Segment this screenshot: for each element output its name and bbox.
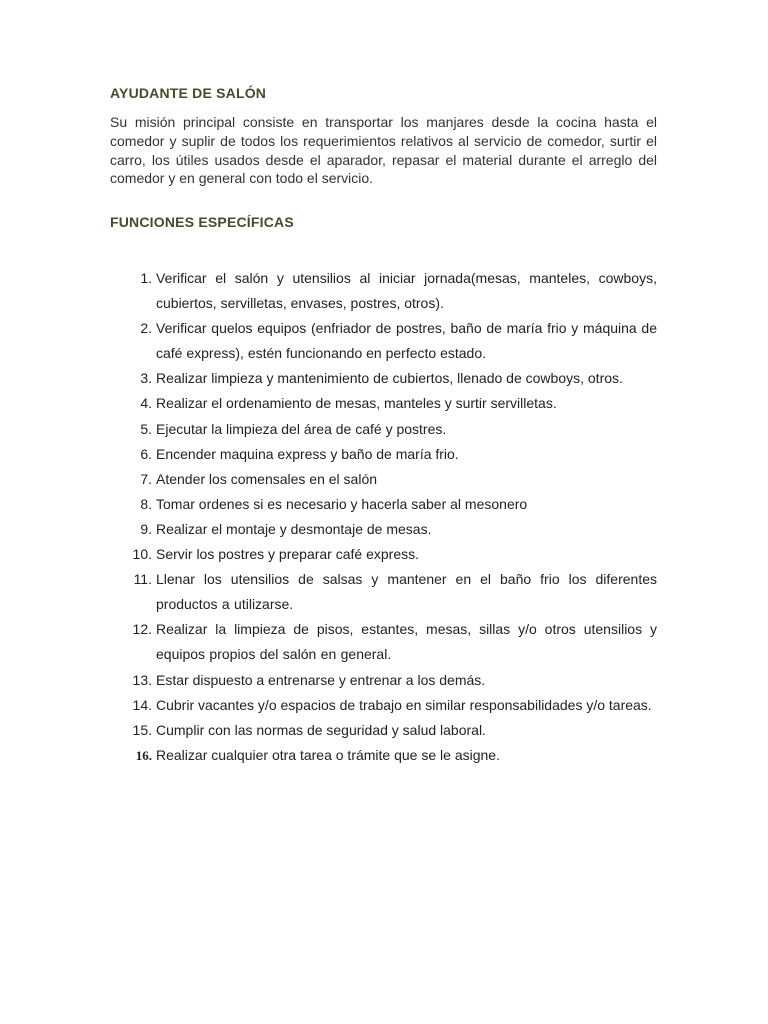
list-item <box>110 743 657 768</box>
intro-paragraph: Su misión principal consiste en transportar los manjares desde la cocina hasta el comedor y suplir de todos los requerimientos relativos al servicio de comedor, surtir el carro, los útiles usados desde el aparador, repasar el material durante el arreglo del comedor y en general con todo el servicio. <box>110 114 657 187</box>
item-number: 13. <box>132 671 152 688</box>
item-text: Encender maquina express y baño de maría frio. <box>156 445 459 462</box>
list-item <box>110 693 657 718</box>
item-text: Ejecutar la limpieza del área de café y postres. <box>156 420 447 437</box>
item-number: 12. <box>132 621 152 638</box>
list-item <box>110 542 657 567</box>
item-number: 9. <box>140 520 152 537</box>
list-item <box>110 567 657 617</box>
item-number: 5. <box>140 420 152 437</box>
item-number: 6. <box>140 445 152 462</box>
document-title: AYUDANTE DE SALÓN <box>110 85 267 101</box>
item-number: 4. <box>140 395 152 412</box>
item-text: Cubrir vacantes y/o espacios de trabajo en similar responsabilidades y/o tareas. <box>156 696 652 713</box>
item-text: Realizar limpieza y mantenimiento de cubiertos, llenado de cowboys, otros. <box>156 370 623 387</box>
item-number: 16. <box>135 747 152 763</box>
item-text: Realizar el ordenamiento de mesas, manteles y surtir servilletas. <box>156 395 557 412</box>
item-text: Llenar los utensilios de salsas y mantener en el baño frio los diferentes productos a utilizarse. <box>156 571 657 613</box>
list-item <box>110 366 657 391</box>
item-text: Tomar ordenes si es necesario y hacerla saber al mesonero <box>156 495 528 512</box>
list-item <box>110 492 657 517</box>
item-number: 14. <box>132 696 152 713</box>
list-item <box>110 417 657 442</box>
item-text: Realizar la limpieza de pisos, estantes, mesas, sillas y/o otros utensilios y equipos propios del salón en general. <box>156 621 657 663</box>
item-text: Verificar el salón y utensilios al iniciar jornada(mesas, manteles, cowboys, cubiertos, servilletas, envases, postres, otros). <box>156 270 657 312</box>
list-item <box>110 391 657 416</box>
list-item <box>110 617 657 667</box>
list-item <box>110 668 657 693</box>
list-item <box>110 467 657 492</box>
list-item <box>110 266 657 316</box>
section-heading: FUNCIONES ESPECÍFICAS <box>110 214 294 230</box>
item-number: 8. <box>140 495 152 512</box>
list-item <box>110 316 657 366</box>
item-text: Verificar quelos equipos (enfriador de postres, baño de maría frio y máquina de café express), estén funcionando en perfecto estado. <box>156 320 657 362</box>
item-text: Realizar el montaje y desmontaje de mesas. <box>156 520 432 537</box>
item-text: Servir los postres y preparar café express. <box>156 546 419 563</box>
item-number: 15. <box>132 721 152 738</box>
item-number: 10. <box>132 546 152 563</box>
list-item <box>110 442 657 467</box>
list-item <box>110 517 657 542</box>
item-text: Cumplir con las normas de seguridad y salud laboral. <box>156 721 486 738</box>
item-number: 1. <box>140 270 152 286</box>
item-text: Atender los comensales en el salón <box>156 470 378 487</box>
item-number: 7. <box>140 470 152 487</box>
item-text: Realizar cualquier otra tarea o trámite que se le asigne. <box>156 746 500 763</box>
item-text: Estar dispuesto a entrenarse y entrenar a los demás. <box>156 671 486 688</box>
item-number: 3. <box>140 370 152 387</box>
list-item <box>110 718 657 743</box>
item-number: 2. <box>140 320 152 337</box>
functions-list <box>110 266 657 768</box>
item-number: 11. <box>133 571 152 588</box>
